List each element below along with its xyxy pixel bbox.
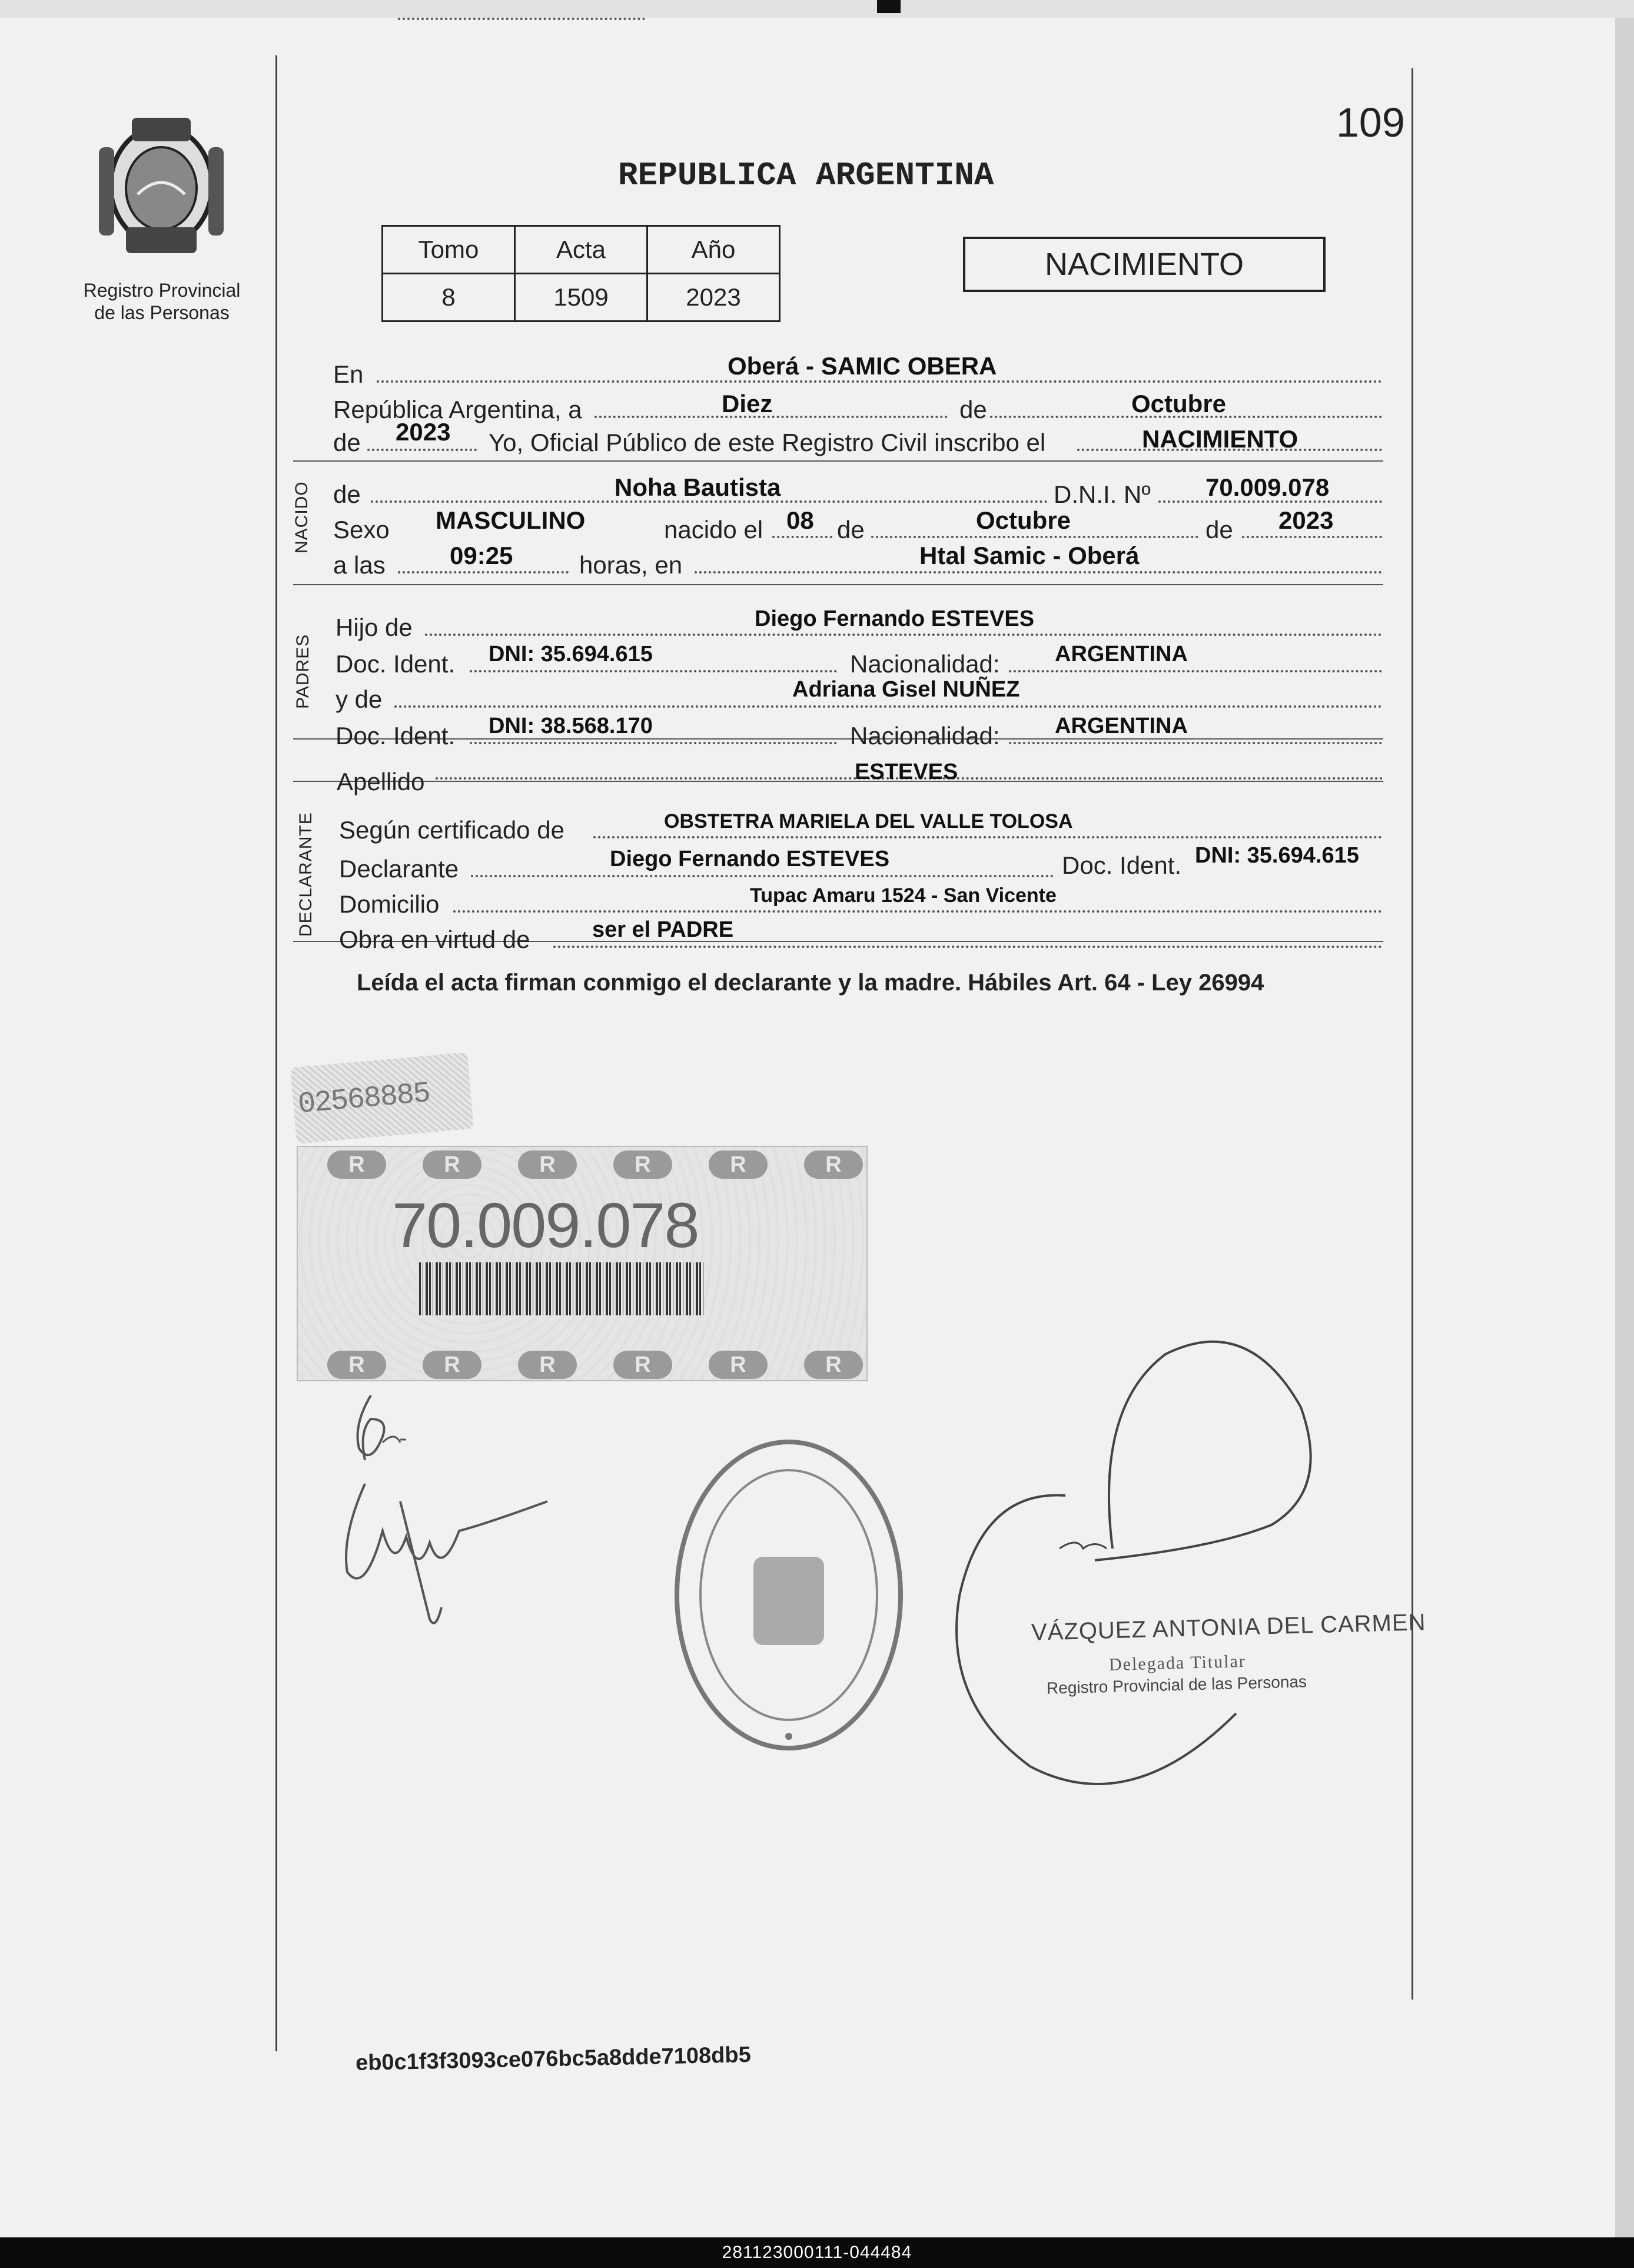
value-registration-year: 2023 (396, 418, 451, 446)
dots-birth-month (871, 536, 1198, 538)
label-nacionalidad-mother: Nacionalidad: (850, 722, 1000, 750)
label-nacido-el: nacido el (664, 516, 763, 543)
header-tomo: Tomo (383, 226, 515, 274)
dots-certificate (593, 836, 1382, 838)
value-declarant-relation: ser el PADRE (592, 917, 734, 942)
r-logo: R (613, 1351, 672, 1379)
dots-domicilio (453, 910, 1382, 913)
label-nacionalidad-father: Nacionalidad: (850, 650, 1000, 678)
registry-caption-line1: Registro Provincial (83, 280, 241, 301)
dots-father-nat (1009, 670, 1382, 672)
right-border-line (1412, 68, 1413, 2000)
dots-hour (398, 571, 569, 573)
section-label-padres: PADRES (293, 634, 313, 709)
official-title: Delegada Titular (1108, 1651, 1247, 1675)
document-type-box: NACIMIENTO (963, 237, 1326, 292)
r-logo: R (613, 1150, 672, 1179)
sticker-logo-row-bottom (298, 1351, 866, 1380)
left-signatures (330, 1384, 565, 1690)
province-logo (91, 112, 232, 271)
label-segun-certificado: Según certificado de (339, 816, 564, 844)
value-father-name: Diego Fernando ESTEVES (755, 606, 1035, 631)
value-registration-month: Octubre (1131, 390, 1227, 417)
section-label-declarante: DECLARANTE (296, 812, 315, 937)
value-father-nationality: ARGENTINA (1055, 642, 1188, 667)
value-child-dni: 70.009.078 (1205, 473, 1330, 501)
document-title: REPUBLICA ARGENTINA (618, 157, 994, 194)
r-logo: R (709, 1351, 768, 1379)
value-sex: MASCULINO (436, 506, 586, 534)
value-declarant-doc: DNI: 35.694.615 (1195, 843, 1359, 868)
r-logo: R (423, 1351, 481, 1379)
value-birth-year: 2023 (1278, 506, 1334, 534)
dots-mother (394, 705, 1382, 708)
dots-father (425, 634, 1382, 636)
rule-after-apellido (293, 781, 1383, 782)
scan-top-edge (0, 0, 1634, 18)
registry-caption (71, 279, 253, 324)
dni-barcode-sticker (297, 1146, 868, 1381)
label-doc-ident-mother: Doc. Ident. (336, 722, 456, 750)
rule-after-nacido (293, 584, 1383, 585)
dots-year (367, 449, 477, 451)
official-seal (665, 1427, 912, 1763)
birth-certificate-page (0, 18, 1615, 2237)
page-number: 109 (1336, 100, 1405, 145)
label-y-de: y de (336, 685, 383, 713)
label-sexo: Sexo (333, 516, 390, 543)
scan-top-mark (877, 0, 901, 13)
value-place-of-registration: Oberá - SAMIC OBERA (728, 352, 997, 380)
dots-father-doc (470, 670, 837, 672)
label-doc-ident-declarant: Doc. Ident. (1062, 851, 1182, 879)
value-acta: 1509 (515, 274, 647, 321)
value-ano: 2023 (647, 274, 780, 321)
dots-birth-year (1242, 536, 1382, 538)
dots-birth-day (772, 536, 832, 538)
label-republica: República Argentina, a (333, 396, 582, 423)
register-table (381, 225, 781, 322)
value-child-name: Noha Bautista (615, 473, 781, 501)
value-mother-doc: DNI: 38.568.170 (489, 714, 653, 738)
value-surname: ESTEVES (855, 760, 958, 784)
value-tomo: 8 (383, 274, 515, 321)
serial-number: 02568885 (297, 1077, 431, 1122)
left-border-line (275, 55, 277, 2051)
value-birth-hour: 09:25 (450, 542, 513, 569)
dots-birth-place (695, 571, 1382, 573)
label-apellido: Apellido (337, 768, 425, 795)
dots-declarante (471, 875, 1054, 877)
official-registry: Registro Provincial de las Personas (1046, 1672, 1307, 1697)
r-logo: R (804, 1351, 863, 1379)
closing-statement: Leída el acta firman conmigo el declarante y la madre. Hábiles Art. 64 - Ley 26994 (357, 970, 1264, 996)
document-hash: eb0c1f3f3093ce076bc5a8dde7108db5 (355, 2042, 752, 2076)
label-a-las: a las (333, 551, 386, 579)
r-logo: R (709, 1150, 768, 1179)
r-logo: R (518, 1351, 577, 1379)
r-logo: R (327, 1351, 386, 1379)
r-logo: R (327, 1150, 386, 1179)
header-ano: Año (647, 226, 780, 274)
value-father-doc: DNI: 35.694.615 (489, 642, 653, 667)
sticker-logo-row-top (298, 1150, 866, 1180)
label-hijo-de: Hijo de (336, 614, 413, 641)
r-logo: R (423, 1150, 481, 1179)
label-de-year: de (333, 429, 361, 456)
scan-bottom-code: 281123000111-044484 (0, 2237, 1634, 2268)
value-birth-day: 08 (786, 506, 814, 534)
value-address: Tupac Amaru 1524 - San Vicente (750, 884, 1057, 907)
label-de-name: de (333, 480, 361, 508)
label-horas-en: horas, en (579, 551, 683, 579)
value-registration-day: Diez (722, 390, 773, 417)
barcode (419, 1262, 704, 1315)
dots-en (377, 380, 1382, 383)
label-domicilio: Domicilio (339, 890, 440, 918)
value-declarant-name: Diego Fernando ESTEVES (610, 847, 890, 871)
sticker-dni-number: 70.009.078 (392, 1189, 699, 1261)
value-certificate-issuer: OBSTETRA MARIELA DEL VALLE TOLOSA (664, 810, 1073, 833)
registry-caption-line2: de las Personas (94, 302, 230, 323)
value-birth-place: Htal Samic - Oberá (919, 542, 1140, 569)
rule-after-padres (293, 738, 1383, 740)
dots-mother-nat (1009, 742, 1382, 744)
label-de-birth-year: de (1205, 516, 1233, 543)
rule-after-header-block (293, 460, 1383, 462)
value-mother-name: Adriana Gisel NUÑEZ (792, 677, 1020, 702)
label-doc-ident-father: Doc. Ident. (336, 650, 456, 678)
label-obra-en-virtud: Obra en virtud de (339, 926, 530, 953)
dots-sexo (398, 18, 645, 20)
official-signature (918, 1337, 1330, 1796)
dots-obra (553, 946, 1382, 948)
r-logo: R (518, 1150, 577, 1179)
dots-mother-doc (470, 742, 837, 744)
label-en: En (333, 360, 364, 388)
serial-stamp (290, 1052, 474, 1144)
value-birth-month: Octubre (976, 506, 1071, 534)
value-act-type: NACIMIENTO (1142, 425, 1298, 453)
r-logo: R (804, 1150, 863, 1179)
official-name: VÁZQUEZ ANTONIA DEL CARMEN (1031, 1609, 1427, 1646)
label-de-birth-month: de (837, 516, 865, 543)
label-declarante: Declarante (339, 855, 459, 883)
header-acta: Acta (515, 226, 647, 274)
section-label-nacido: NACIDO (292, 481, 311, 553)
label-dni: D.N.I. Nº (1054, 480, 1151, 508)
label-de-month: de (959, 396, 987, 423)
value-mother-nationality: ARGENTINA (1055, 714, 1188, 738)
label-oficial-publico: Yo, Oficial Público de este Registro Civil inscribo el (489, 429, 1046, 456)
